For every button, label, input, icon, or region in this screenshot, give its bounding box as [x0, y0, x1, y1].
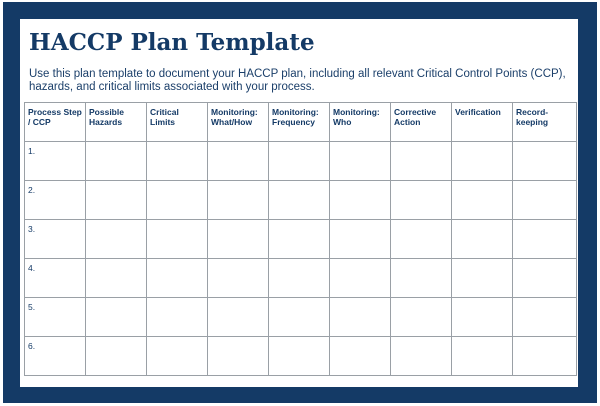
- row-number-cell[interactable]: 1.: [25, 142, 86, 181]
- table-cell[interactable]: [208, 181, 269, 220]
- table-cell[interactable]: [147, 181, 208, 220]
- col-verification: Verification: [452, 103, 513, 142]
- table-cell[interactable]: [452, 298, 513, 337]
- table-cell[interactable]: [330, 220, 391, 259]
- table-cell[interactable]: [147, 142, 208, 181]
- table-cell[interactable]: [269, 181, 330, 220]
- table-cell[interactable]: [147, 298, 208, 337]
- table-cell[interactable]: [452, 220, 513, 259]
- intro-text: Use this plan template to document your HACCP plan, including all relevant Critical Control Points (CCP), hazards, and critical limits associated with your process.: [29, 68, 566, 93]
- table-cell[interactable]: [391, 181, 452, 220]
- table-cell[interactable]: [208, 220, 269, 259]
- row-number-cell[interactable]: 3.: [25, 220, 86, 259]
- col-process-step: Process Step / CCP: [25, 103, 86, 142]
- table-cell[interactable]: [452, 142, 513, 181]
- table-cell[interactable]: [269, 259, 330, 298]
- row-number-cell[interactable]: 5.: [25, 298, 86, 337]
- haccp-plan-table: [24, 102, 577, 376]
- table-cell[interactable]: [513, 259, 577, 298]
- table-cell[interactable]: [86, 298, 147, 337]
- table-row: [25, 142, 577, 181]
- page-frame: [3, 2, 597, 403]
- table-cell[interactable]: [147, 220, 208, 259]
- table-cell[interactable]: [86, 142, 147, 181]
- table-cell[interactable]: [513, 298, 577, 337]
- table-row: [25, 337, 577, 376]
- col-possible-hazards: Possible Hazards: [86, 103, 147, 142]
- col-corrective-action: Corrective Action: [391, 103, 452, 142]
- table-cell[interactable]: [452, 259, 513, 298]
- table-cell[interactable]: [330, 181, 391, 220]
- row-number-cell[interactable]: 6.: [25, 337, 86, 376]
- table-cell[interactable]: [513, 337, 577, 376]
- table-cell[interactable]: [513, 220, 577, 259]
- table-cell[interactable]: [391, 259, 452, 298]
- table-cell[interactable]: [269, 337, 330, 376]
- col-monitoring-who: Monitoring: Who: [330, 103, 391, 142]
- table-cell[interactable]: [86, 181, 147, 220]
- col-critical-limits: Critical Limits: [147, 103, 208, 142]
- col-record-keeping: Record-keeping: [513, 103, 577, 142]
- table-cell[interactable]: [391, 220, 452, 259]
- table-header-row: [25, 103, 577, 142]
- page-title: HACCP Plan Template: [29, 29, 315, 56]
- template-card: [20, 19, 578, 387]
- table-cell[interactable]: [147, 337, 208, 376]
- table-cell[interactable]: [208, 259, 269, 298]
- table-cell[interactable]: [452, 181, 513, 220]
- table-row: [25, 220, 577, 259]
- table-row: [25, 181, 577, 220]
- table-cell[interactable]: [330, 337, 391, 376]
- table-cell[interactable]: [513, 142, 577, 181]
- table-cell[interactable]: [391, 142, 452, 181]
- table-row: [25, 298, 577, 337]
- table-cell[interactable]: [513, 181, 577, 220]
- table-cell[interactable]: [391, 298, 452, 337]
- table-cell[interactable]: [269, 298, 330, 337]
- row-number-cell[interactable]: 4.: [25, 259, 86, 298]
- col-monitoring-frequency: Monitoring: Frequency: [269, 103, 330, 142]
- table-cell[interactable]: [269, 220, 330, 259]
- table-row: [25, 259, 577, 298]
- table-cell[interactable]: [330, 298, 391, 337]
- table-cell[interactable]: [86, 220, 147, 259]
- table-cell[interactable]: [208, 337, 269, 376]
- table-cell[interactable]: [208, 142, 269, 181]
- table-cell[interactable]: [330, 259, 391, 298]
- table-cell[interactable]: [86, 259, 147, 298]
- table-cell[interactable]: [147, 259, 208, 298]
- table-cell[interactable]: [269, 142, 330, 181]
- table-cell[interactable]: [330, 142, 391, 181]
- row-number-cell[interactable]: 2.: [25, 181, 86, 220]
- table-cell[interactable]: [452, 337, 513, 376]
- table-cell[interactable]: [86, 337, 147, 376]
- table-cell[interactable]: [391, 337, 452, 376]
- col-monitoring-what-how: Monitoring: What/How: [208, 103, 269, 142]
- table-cell[interactable]: [208, 298, 269, 337]
